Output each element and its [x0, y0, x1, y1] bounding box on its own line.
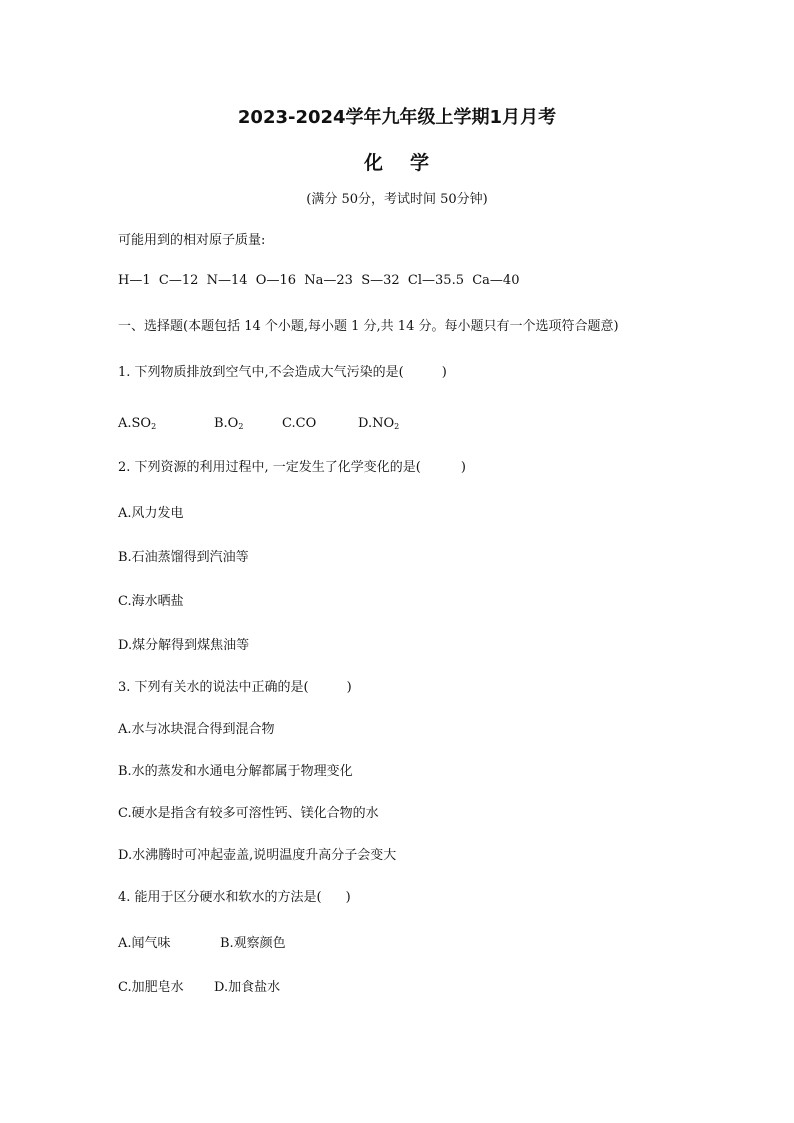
exam-note: (满分 50分，考试时间 50分钟) — [306, 192, 488, 207]
subject-char-1: 化 — [363, 152, 384, 174]
section-heading: 一、选择题(本题包括 14 个小题,每小题 1 分,共 14 分。每小题只有一个选项符合题意) — [118, 319, 619, 334]
q3-option-a: A.水与冰块混合得到混合物 — [118, 722, 275, 737]
atomic-mass-values: H—1 C—12 N—14 O—16 Na—23 S—32 Cl—35.5 Ca—40 — [118, 273, 520, 288]
question-4-text: 4. 能用于区分硬水和软水的方法是( — [118, 890, 322, 905]
question-4-stem — [118, 889, 351, 907]
atomic-mass-label: 可能用到的相对原子质量: — [118, 233, 266, 248]
question-3-stem — [118, 679, 352, 697]
q4-option-c: C.加肥皂水 — [118, 980, 184, 995]
question-1-stem — [118, 364, 447, 382]
question-2-close: ) — [460, 460, 466, 475]
subject-title — [0, 148, 794, 175]
q4-option-a: A.闻气味 — [118, 936, 171, 951]
question-2-stem — [118, 459, 466, 477]
q3-option-c: C.硬水是指含有较多可溶性钙、镁化合物的水 — [118, 806, 379, 821]
question-3-close: ) — [346, 680, 352, 695]
q2-option-c: C.海水晒盐 — [118, 594, 184, 609]
q2-option-d: D.煤分解得到煤焦油等 — [118, 638, 250, 653]
q1-option-b: $B.O_2$ — [214, 416, 244, 431]
question-1-options — [118, 415, 399, 436]
subject-char-2: 学 — [410, 152, 431, 174]
question-1-text: 1. 下列物质排放到空气中,不会造成大气污染的是( — [118, 365, 404, 380]
q4-option-d: D.加食盐水 — [214, 980, 281, 995]
exam-title: 2023-2024学年九年级上学期1月月考 — [237, 107, 557, 128]
question-2-text: 2. 下列资源的利用过程中, 一定发生了化学变化的是( — [118, 460, 421, 475]
q2-option-a: A.风力发电 — [118, 506, 184, 521]
question-4-options-row-2 — [118, 979, 280, 997]
q3-option-d: D.水沸腾时可冲起壶盖,说明温度升高分子会变大 — [118, 848, 397, 863]
q1-option-a: $A.SO_2$ — [118, 416, 157, 431]
q4-option-b: B.观察颜色 — [220, 936, 286, 951]
question-1-close: ) — [441, 365, 447, 380]
q1-option-d: $D.NO_2$ — [358, 416, 400, 431]
q2-option-b: B.石油蒸馏得到汽油等 — [118, 550, 249, 565]
question-4-options-row-1 — [118, 935, 286, 953]
q1-option-c: C.CO — [282, 416, 317, 431]
question-3-text: 3. 下列有关水的说法中正确的是( — [118, 680, 309, 695]
q3-option-b: B.水的蒸发和水通电分解都属于物理变化 — [118, 764, 353, 779]
question-4-close: ) — [345, 890, 351, 905]
